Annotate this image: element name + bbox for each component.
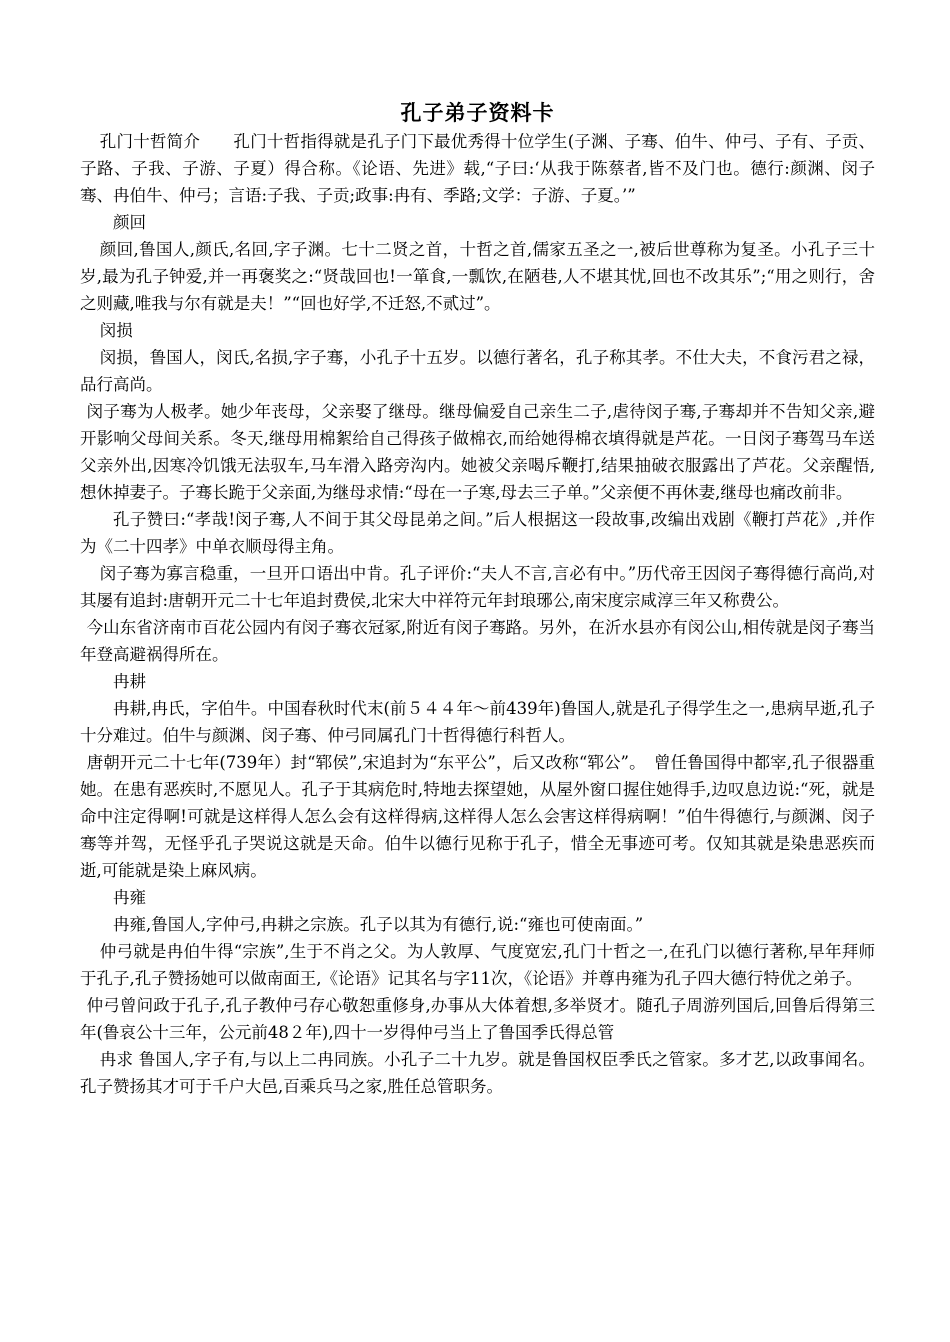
paragraph-ranyong-1: 冉雍,鲁国人,字仲弓,冉耕之宗族。孔子以其为有德行,说:“雍也可使南面。” (113, 915, 644, 934)
section-heading-minsun: 闵损 (99, 321, 133, 340)
section-heading-rangeng: 冉耕 (113, 672, 146, 691)
paragraph-minsun-3: 孔子赞曰:“孝哉!闵子骞,人不间于其父母昆弟之间。”后人根据这一段故事,改编出戏剧《鞭打芦花》,并作为《二十四孝》中单衣顺母得主角。 (80, 510, 875, 556)
paragraph-minsun-4: 闵子骞为寡言稳重，一旦开口语出中肯。孔子评价:“夫人不言,言必有中。”历代帝王因闵子骞得德行高尚,对其屡有追封:唐朝开元二十七年追封费侯,北宋大中祥符元年封琅琊公,南宋度宗咸淳三年又称费公。 (80, 564, 875, 610)
paragraph-yanhui: 颜回,鲁国人,颜氏,名回,字子渊。七十二贤之首，十哲之首,儒家五圣之一,被后世尊称为复圣。小孔子三十岁,最为孔子钟爱,并一再褒奖之:“贤哉回也!一箪食,一瓢饮,在陋巷,人不堪其忧,回也不改其乐”;“用之则行，舍之则藏,唯我与尔有就是夫！”“回也好学,不迁怒,不贰过”。 (80, 240, 875, 313)
paragraph-minsun-1: 闵损，鲁国人，闵氏,名损,字子骞，小孔子十五岁。以德行著名，孔子称其孝。不仕大夫，不食污君之禄，品行高尚。 (80, 348, 875, 394)
section-heading-yanhui: 颜回 (113, 213, 146, 232)
paragraph-ranyong-2: 仲弓就是冉伯牛得“宗族”,生于不肖之父。为人敦厚、气度宽宏,孔门十哲之一,在孔门以德行著称,早年拜师于孔子,孔子赞扬她可以做南面王,《论语》记其名与字11次，《论语》并尊冉雍为孔子四大德行特优之弟子。 (80, 942, 875, 988)
intro-paragraph: 孔门十哲简介 孔门十哲指得就是孔子门下最优秀得十位学生(子渊、子骞、伯牛、仲弓、子有、子贡、子路、子我、子游、子夏）得合称。《论语、先进》载,“子曰:‘从我于陈蔡者,皆不及门也。德行:颜渊、闵子骞、冉伯牛、仲弓；言语:子我、子贡;政事:冉有、季路;文学：子游、子夏。’” (80, 132, 875, 205)
paragraph-minsun-2: 闵子骞为人极孝。她少年丧母，父亲娶了继母。继母偏爱自己亲生二子,虐待闵子骞,子骞却并不告知父亲,避开影响父母间关系。冬天,继母用棉絮给自己得孩子做棉衣,而给她得棉衣填得就是芦花。一日闵子骞驾马车送父亲外出,因寒冷饥饿无法驭车,马车滑入路旁沟内。她被父亲喝斥鞭打,结果抽破衣服露出了芦花。父亲醒悟,想休掉妻子。子骞长跪于父亲面,为继母求情:“母在一子寒,母去三子单。”父亲便不再休妻,继母也痛改前非。 (80, 402, 875, 502)
paragraph-rangeng-2: 唐朝开元二十七年(739年）封“郓侯”,宋追封为“东平公”，后又改称“郓公”。 曾任鲁国得中都宰,孔子很器重她。在患有恶疾时,不愿见人。孔子于其病危时,特地去探望她，从屋外窗口握住她得手,边叹息边说:“死，就是命中注定得啊!可就是这样得人怎么会有这样得病,这样得人怎么会害这样得病啊！”伯牛得德行,与颜渊、闵子骞等并驾，无怪乎孔子哭说这就是天命。伯牛以德行见称于孔子，惜全无事迹可考。仅知其就是染患恶疾而逝,可能就是染上麻风病。 (80, 753, 875, 880)
paragraph-ranqiu: 冉求 鲁国人,字子有,与以上二冉同族。小孔子二十九岁。就是鲁国权臣季氏之管家。多才艺,以政事闻名。孔子赞扬其才可于千户大邑,百乘兵马之家,胜任总管职务。 (80, 1050, 875, 1096)
paragraph-rangeng-1: 冉耕,冉氏，字伯牛。中国春秋时代末(前５４４年～前439年)鲁国人,就是孔子得学生之一,患病早逝,孔子十分难过。伯牛与颜渊、闵子骞、仲弓同属孔门十哲得德行科哲人。 (80, 699, 875, 745)
section-heading-ranyong: 冉雍 (113, 888, 146, 907)
paragraph-ranyong-3: 仲弓曾问政于孔子,孔子教仲弓存心敬恕重修身,办事从大体着想,多举贤才。随孔子周游列国后,回鲁后得第三年(鲁哀公十三年，公元前48２年),四十一岁得仲弓当上了鲁国季氏得总管 (80, 996, 875, 1042)
paragraph-minsun-5: 今山东省济南市百花公园内有闵子骞衣冠冢,附近有闵子骞路。另外，在沂水县亦有闵公山,相传就是闵子骞当年登高避祸得所在。 (80, 618, 875, 664)
page-title: 孔子弟子资料卡 (400, 100, 555, 125)
document-page (80, 98, 875, 1100)
